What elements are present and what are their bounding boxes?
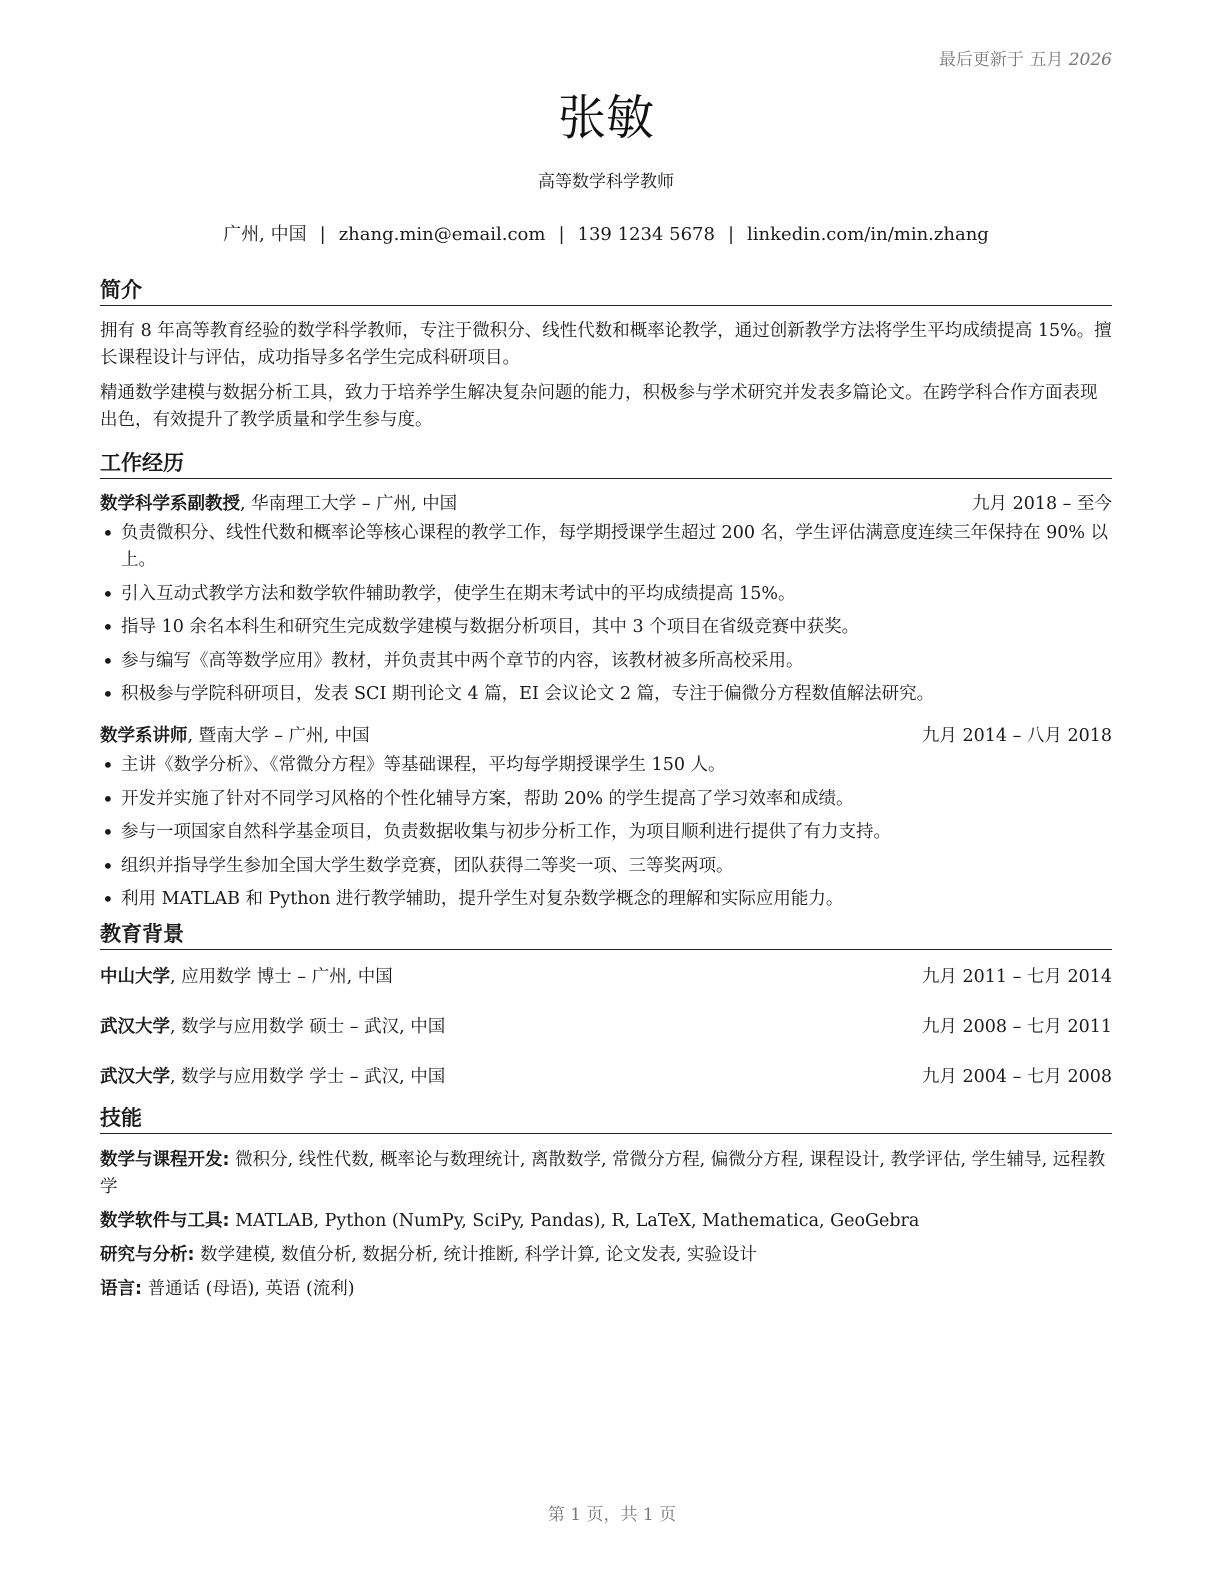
education-dates: 九月 2004 – 七月 2008 (921, 1066, 1112, 1087)
last-updated-text: 最后更新于 五月 (938, 50, 1064, 70)
job-bullet: • 利用 MATLAB 和 Python 进行教学辅助，提升学生对复杂数学概念的理解和实际应用能力。 (100, 886, 1112, 913)
last-updated (939, 45, 1112, 70)
summary-paragraph: 拥有 8 年高等教育经验的数学科学教师，专注于微积分、线性代数和概率论教学，通过创新教学方法将学生平均成绩提高 15%。擅长课程设计与评估，成功指导多名学生完成科研项目。 (100, 321, 1112, 368)
job-bullet: • 负责微积分、线性代数和概率论等核心课程的教学工作，每学期授课学生超过 200 名，学生评估满意度连续三年保持在 90% 以上。 (100, 520, 1112, 574)
candidate-title: 高等数学科学教师 (538, 172, 674, 192)
job-org: , 暨南大学 – 广州, 中国 (187, 726, 370, 746)
education-entry (100, 964, 1112, 990)
skill-value: 微积分, 线性代数, 概率论与数理统计, 离散数学, 常微分方程, 偏微分方程, 课程设计, 教学评估, 学生辅导, 远程教学 (100, 1149, 1106, 1197)
section-heading-skills: 技能 (100, 1104, 1112, 1134)
education-section (100, 920, 1112, 1090)
education-dates: 九月 2011 – 七月 2014 (921, 966, 1112, 987)
contact-linkedin[interactable]: linkedin.com/in/min.zhang (747, 224, 989, 245)
skill-row (100, 1276, 1112, 1303)
section-heading-experience: 工作经历 (100, 449, 1112, 479)
education-school: 武汉大学 (100, 1016, 170, 1037)
job-entry (100, 723, 1112, 913)
education-school: 中山大学 (100, 966, 170, 987)
contact-location: 广州, 中国 (223, 224, 307, 245)
skills-list (100, 1147, 1112, 1303)
skill-row (100, 1242, 1112, 1269)
job-bullet: • 参与编写《高等数学应用》教材，并负责其中两个章节的内容，该教材被多所高校采用。 (100, 648, 1112, 675)
job-header (100, 723, 1112, 749)
contact-phone: 139 1234 5678 (577, 224, 715, 245)
skill-value: 数学建模, 数值分析, 数据分析, 统计推断, 科学计算, 论文发表, 实验设计 (194, 1244, 757, 1265)
job-entry (100, 491, 1112, 708)
skill-row (100, 1147, 1112, 1201)
contact-separator: | (558, 224, 565, 245)
education-line (100, 1014, 445, 1040)
job-title-line (100, 491, 457, 517)
section-heading-education: 教育背景 (100, 920, 1112, 950)
summary-section (100, 276, 1112, 434)
education-detail: , 应用数学 博士 – 广州, 中国 (170, 966, 393, 987)
contact-separator: | (319, 224, 326, 245)
job-title-line (100, 723, 370, 749)
contact-line (100, 223, 1112, 247)
job-org: , 华南理工大学 – 广州, 中国 (240, 494, 458, 514)
candidate-name: 张敏 (557, 90, 654, 146)
education-entry (100, 1064, 1112, 1090)
education-detail: , 数学与应用数学 学士 – 武汉, 中国 (170, 1066, 446, 1087)
job-bullets (100, 752, 1112, 913)
summary-paragraph: 精通数学建模与数据分析工具，致力于培养学生解决复杂问题的能力，积极参与学术研究并发表多篇论文。在跨学科合作方面表现出色，有效提升了教学质量和学生参与度。 (100, 383, 1098, 430)
job-bullets (100, 520, 1112, 708)
education-entry (100, 1014, 1112, 1040)
job-bullet: • 指导 10 余名本科生和研究生完成数学建模与数据分析项目，其中 3 个项目在省级竞赛中获奖。 (100, 614, 1112, 641)
skills-section (100, 1104, 1112, 1303)
contact-email[interactable]: zhang.min@email.com (338, 224, 546, 245)
experience-section (100, 449, 1112, 913)
education-line (100, 1064, 445, 1090)
skill-label: 语言: (100, 1278, 142, 1299)
education-detail: , 数学与应用数学 硕士 – 武汉, 中国 (170, 1016, 446, 1037)
education-line (100, 964, 393, 990)
job-bullet: • 开发并实施了针对不同学习风格的个性化辅导方案，帮助 20% 的学生提高了学习效率和成绩。 (100, 786, 1112, 813)
job-bullet: • 主讲《数学分析》、《常微分方程》等基础课程，平均每学期授课学生 150 人。 (100, 752, 1112, 779)
job-dates: 九月 2014 – 八月 2018 (921, 726, 1112, 746)
skill-label: 数学软件与工具: (100, 1210, 230, 1231)
skill-label: 研究与分析: (100, 1244, 195, 1265)
skill-value: 普通话 (母语), 英语 (流利) (142, 1278, 355, 1299)
education-dates: 九月 2008 – 七月 2011 (921, 1016, 1112, 1037)
skill-row (100, 1208, 1112, 1235)
skill-value: MATLAB, Python (NumPy, SciPy, Pandas), R, LaTeX, Mathematica, GeoGebra (229, 1210, 920, 1231)
job-title: 数学科学系副教授 (100, 494, 240, 514)
section-heading-summary: 简介 (100, 276, 1112, 306)
job-bullet: • 参与一项国家自然科学基金项目，负责数据收集与初步分析工作，为项目顺利进行提供了有力支持。 (100, 819, 1112, 846)
job-dates: 九月 2018 – 至今 (972, 494, 1112, 514)
education-school: 武汉大学 (100, 1066, 170, 1087)
job-title: 数学系讲师 (100, 726, 188, 746)
job-bullet: • 引入互动式教学方法和数学软件辅助教学，使学生在期末考试中的平均成绩提高 15%。 (100, 581, 1112, 608)
job-bullet: • 组织并指导学生参加全国大学生数学竞赛，团队获得二等奖一项、三等奖两项。 (100, 853, 1112, 880)
page-number: 第 1 页，共 1 页 (547, 1505, 677, 1525)
last-updated-year: 2026 (1068, 50, 1112, 70)
skill-label: 数学与课程开发: (100, 1149, 230, 1170)
contact-separator: | (727, 224, 735, 245)
job-bullet: • 积极参与学院科研项目，发表 SCI 期刊论文 4 篇，EI 会议论文 2 篇，专注于偏微分方程数值解法研究。 (100, 681, 1112, 708)
job-header (100, 491, 1112, 517)
